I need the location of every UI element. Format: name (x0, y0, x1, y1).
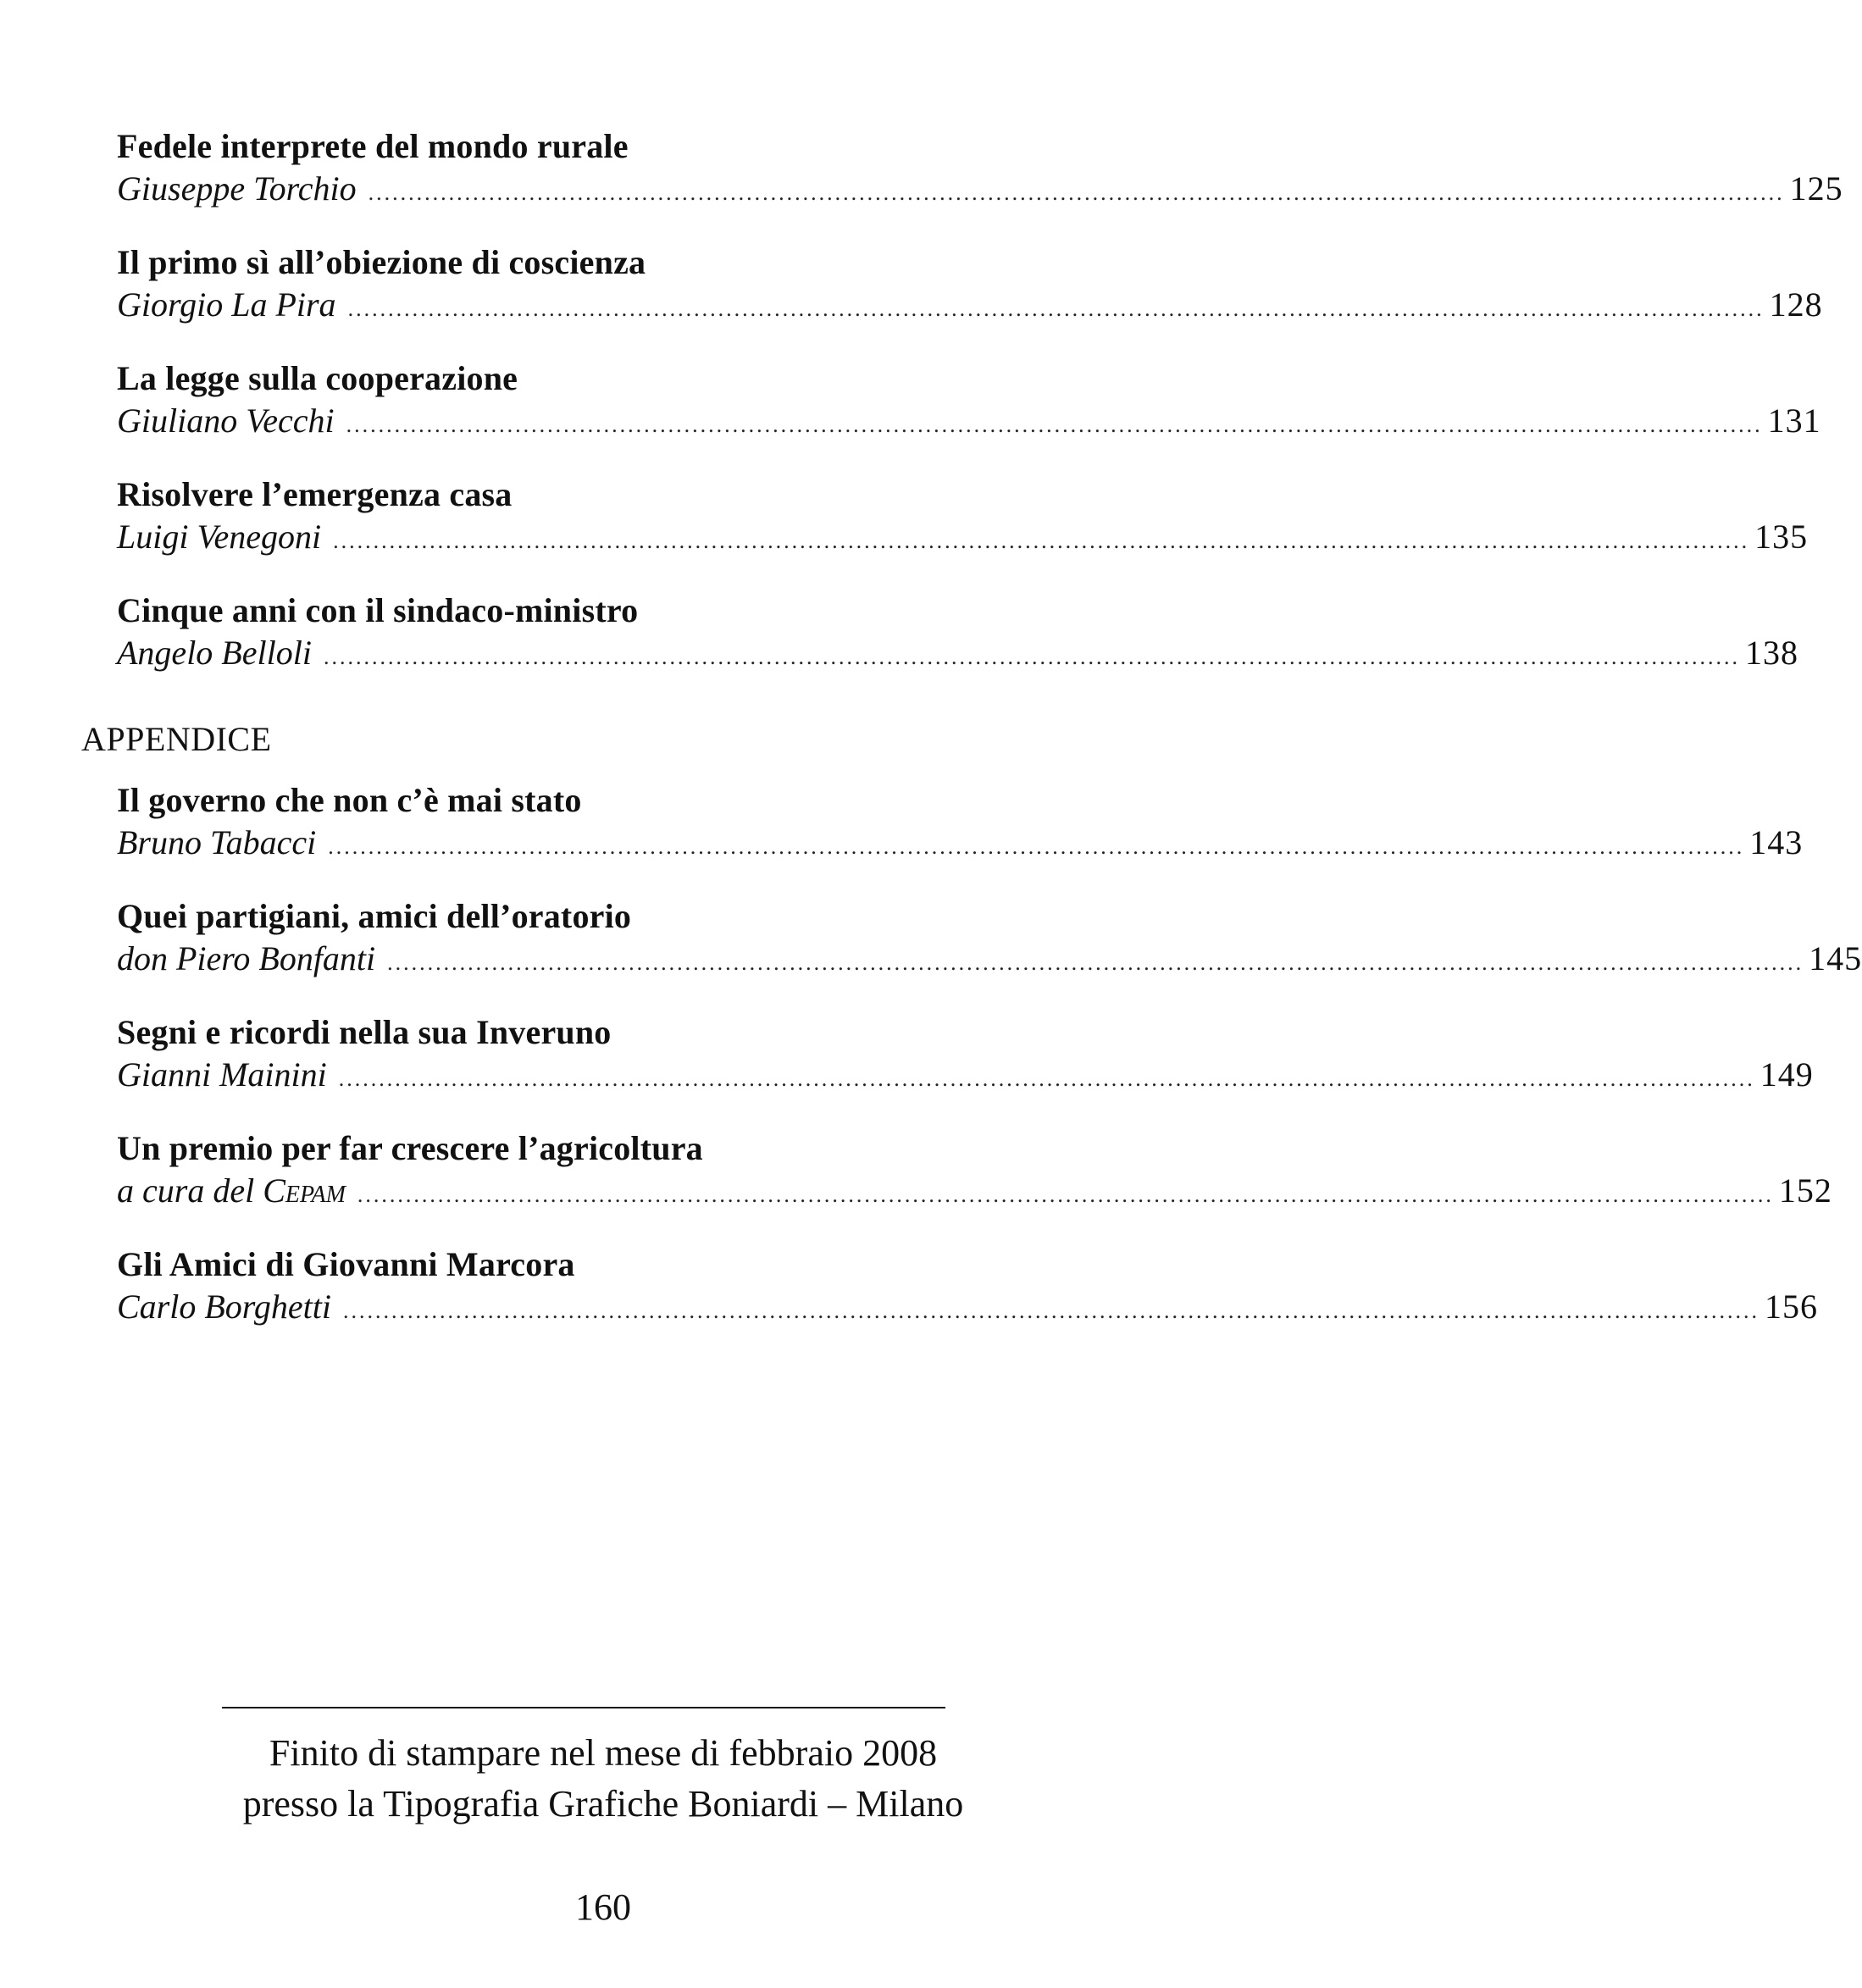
toc-entry-line (117, 1170, 1832, 1216)
dot-leader: ................................................................................................................................................................................ (328, 834, 1745, 859)
dot-leader: ................................................................................................................................................................................ (323, 645, 1740, 669)
toc-entry (117, 1011, 1814, 1100)
toc-entry-line (117, 938, 1862, 984)
toc-entry-title: Segni e ricordi nella sua Inveruno (117, 1013, 612, 1051)
colophon-divider (222, 1707, 945, 1708)
dot-leader: ................................................................................................................................................................................ (357, 1182, 1774, 1207)
toc-entry-line (117, 822, 1804, 868)
toc-entry-page: 131 (1767, 401, 1821, 440)
toc-entry-line (117, 1054, 1814, 1100)
toc-entry (117, 1243, 1818, 1332)
toc-entry-title: Un premio per far crescere l’agricoltura (117, 1129, 703, 1167)
dot-leader: ................................................................................................................................................................................ (347, 296, 1765, 321)
toc-entry-title: Fedele interprete del mondo rurale (117, 127, 629, 165)
toc-entry-title: Il primo sì all’obiezione di coscienza (117, 243, 646, 281)
toc-entry-line (117, 1286, 1818, 1332)
toc-entry-title: Quei partigiani, amici dell’oratorio (117, 897, 632, 935)
toc-entry (117, 779, 1804, 868)
toc-entry (117, 895, 1862, 984)
dot-leader: ................................................................................................................................................................................ (338, 1066, 1755, 1091)
toc-entry-title: La legge sulla cooperazione (117, 359, 518, 397)
toc-entry-page: 135 (1754, 518, 1809, 556)
page-number: 160 (575, 1886, 631, 1928)
toc-main-section (117, 125, 1843, 706)
toc-entry (117, 473, 1809, 562)
toc-entry-author-prefix: a cura del (117, 1171, 255, 1210)
colophon (0, 1728, 1206, 1830)
toc-entry-author: Luigi Venegoni (117, 518, 322, 556)
dot-leader: ................................................................................................................................................................................ (368, 180, 1785, 205)
colophon-line-2: presso la Tipografia Grafiche Boniardi – Milano (242, 1783, 964, 1825)
toc-entry-title: Cinque anni con il sindaco-ministro (117, 591, 639, 629)
toc-entry-title: Risolvere l’emergenza casa (117, 475, 513, 513)
toc-entry-author (117, 1170, 346, 1212)
toc-entry-line (117, 516, 1809, 562)
toc-entry-author: don Piero Bonfanti (117, 939, 376, 977)
toc-entry-author: Carlo Borghetti (117, 1287, 331, 1326)
toc-entry (117, 1127, 1832, 1216)
dot-leader: ................................................................................................................................................................................ (346, 413, 1763, 437)
toc-entry-page: 145 (1809, 939, 1862, 977)
toc-entry (117, 590, 1798, 678)
toc-entry (117, 357, 1821, 446)
toc-entry-author-org: Cepam (263, 1171, 346, 1210)
toc-entry-author: Giuliano Vecchi (117, 401, 335, 440)
dot-leader: ................................................................................................................................................................................ (333, 529, 1750, 553)
toc-entry-line (117, 400, 1821, 446)
toc-entry-page: 138 (1744, 634, 1798, 672)
toc-entry-page: 143 (1749, 823, 1804, 861)
toc-entry-author: Giuseppe Torchio (117, 169, 357, 208)
toc-entry-author: Bruno Tabacci (117, 823, 317, 861)
toc-entry-line (117, 168, 1843, 214)
toc-entry-title: Il governo che non c’è mai stato (117, 781, 582, 819)
toc-entry-line (117, 284, 1823, 330)
toc-entry-author: Giorgio La Pira (117, 285, 336, 324)
dot-leader: ................................................................................................................................................................................ (342, 1299, 1759, 1323)
toc-entry-author: Gianni Mainini (117, 1055, 327, 1094)
toc-entry-page: 149 (1759, 1055, 1814, 1094)
toc-entry (117, 125, 1843, 214)
toc-entry-page: 152 (1778, 1171, 1832, 1210)
colophon-line-1: Finito di stampare nel mese di febbraio 2008 (269, 1732, 938, 1774)
toc-entry (117, 241, 1823, 330)
appendix-heading: APPENDICE (81, 720, 272, 758)
toc-entry-author: Angelo Belloli (117, 634, 312, 672)
dot-leader: ................................................................................................................................................................................ (387, 950, 1804, 975)
toc-entry-line (117, 632, 1798, 678)
toc-entry-page: 125 (1789, 169, 1843, 208)
toc-appendix-section (117, 779, 1862, 1359)
toc-entry-page: 156 (1764, 1287, 1818, 1326)
toc-entry-page: 128 (1769, 285, 1823, 324)
toc-entry-title: Gli Amici di Giovanni Marcora (117, 1245, 575, 1283)
